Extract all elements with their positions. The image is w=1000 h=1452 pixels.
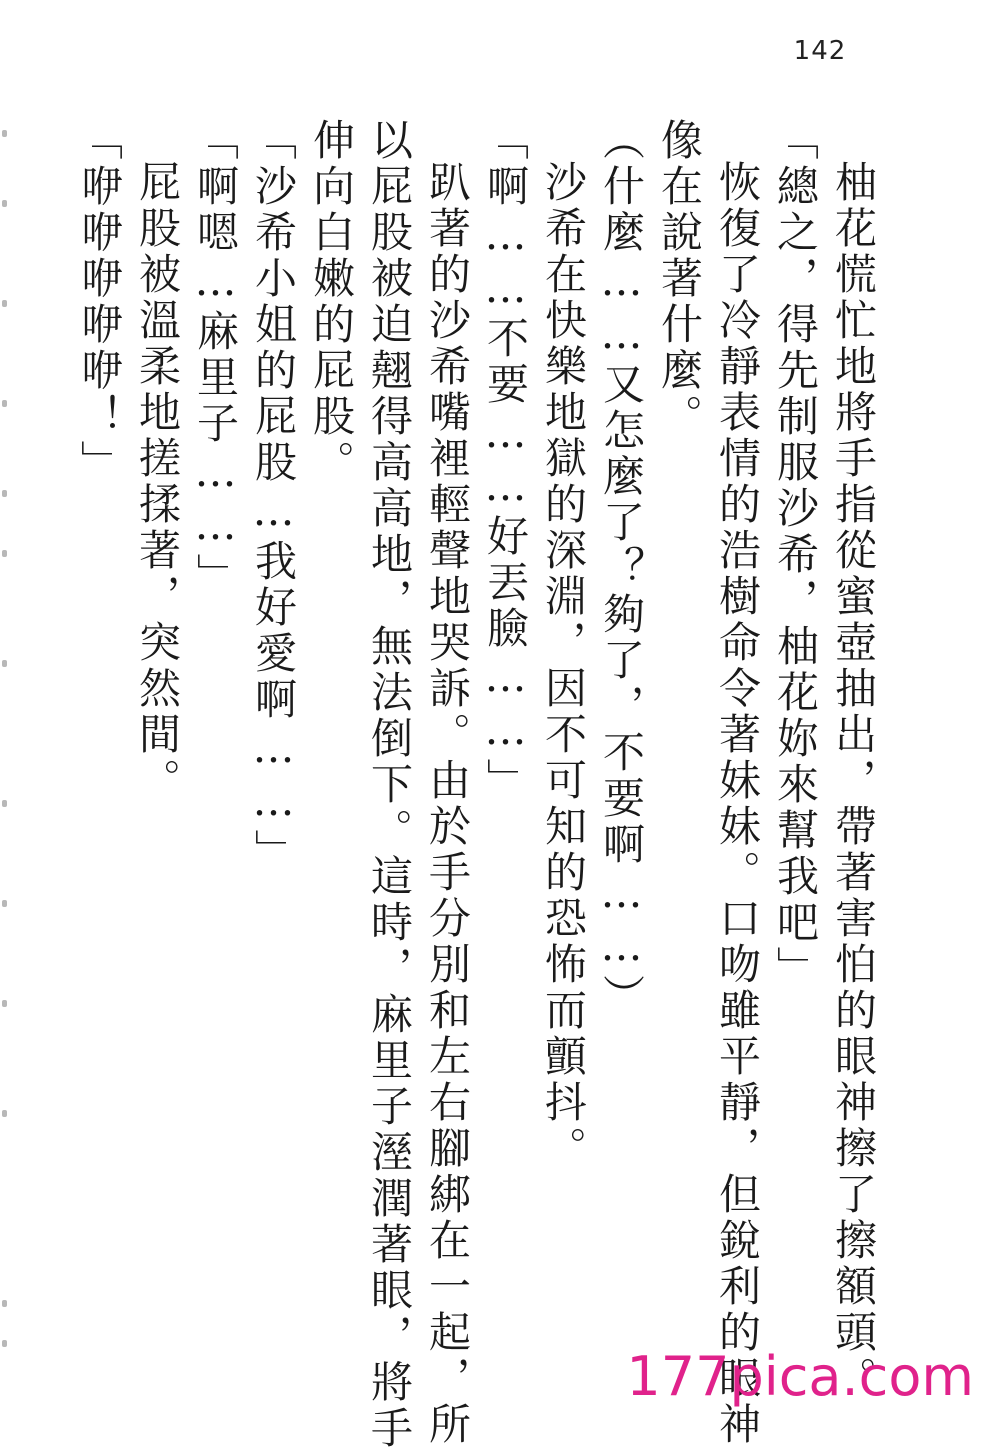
dialogue-line: 「啊嗯…麻里子……」 (191, 118, 240, 599)
paragraph-continuation: 像在說著什麼。 (655, 118, 704, 440)
paragraph: 趴著的沙希嘴裡輕聲地哭訴。由於手分別和左右腳綁在一起，所 (423, 160, 472, 1448)
dialogue-line: 「啊……不要……好丟臉……」 (481, 118, 530, 804)
paragraph: 沙希在快樂地獄的深淵，因不可知的恐怖而顫抖。 (539, 160, 588, 1172)
dialogue-line: 「沙希小姐的屁股…我好愛啊……」 (249, 118, 298, 875)
paragraph-continuation: 伸向白嫩的屁股。 (307, 118, 356, 486)
dialogue-line: 「總之，得先制服沙希，柚花妳來幫我吧」 (771, 118, 820, 992)
paragraph: 恢復了冷靜表情的浩樹命令著妹妹。口吻雖平靜，但銳利的眼神 (713, 160, 762, 1448)
page-number: 142 (793, 36, 847, 66)
inner-thought-line: （什麼……又怎麼了？夠了，不要啊……） (597, 118, 646, 1020)
paragraph: 柚花慌忙地將手指從蜜壺抽出，帶著害怕的眼神擦了擦額頭。 (829, 160, 878, 1402)
paragraph-continuation: 以屁股被迫翹得高高地，無法倒下。這時，麻里子溼潤著眼，將手 (365, 118, 414, 1452)
paragraph: 屁股被溫柔地搓揉著，突然間。 (133, 160, 182, 804)
page-edge-marks (0, 100, 14, 1400)
dialogue-line: 「咿咿咿咿咿！」 (75, 118, 124, 486)
site-watermark: 177pica.com (626, 1345, 974, 1408)
